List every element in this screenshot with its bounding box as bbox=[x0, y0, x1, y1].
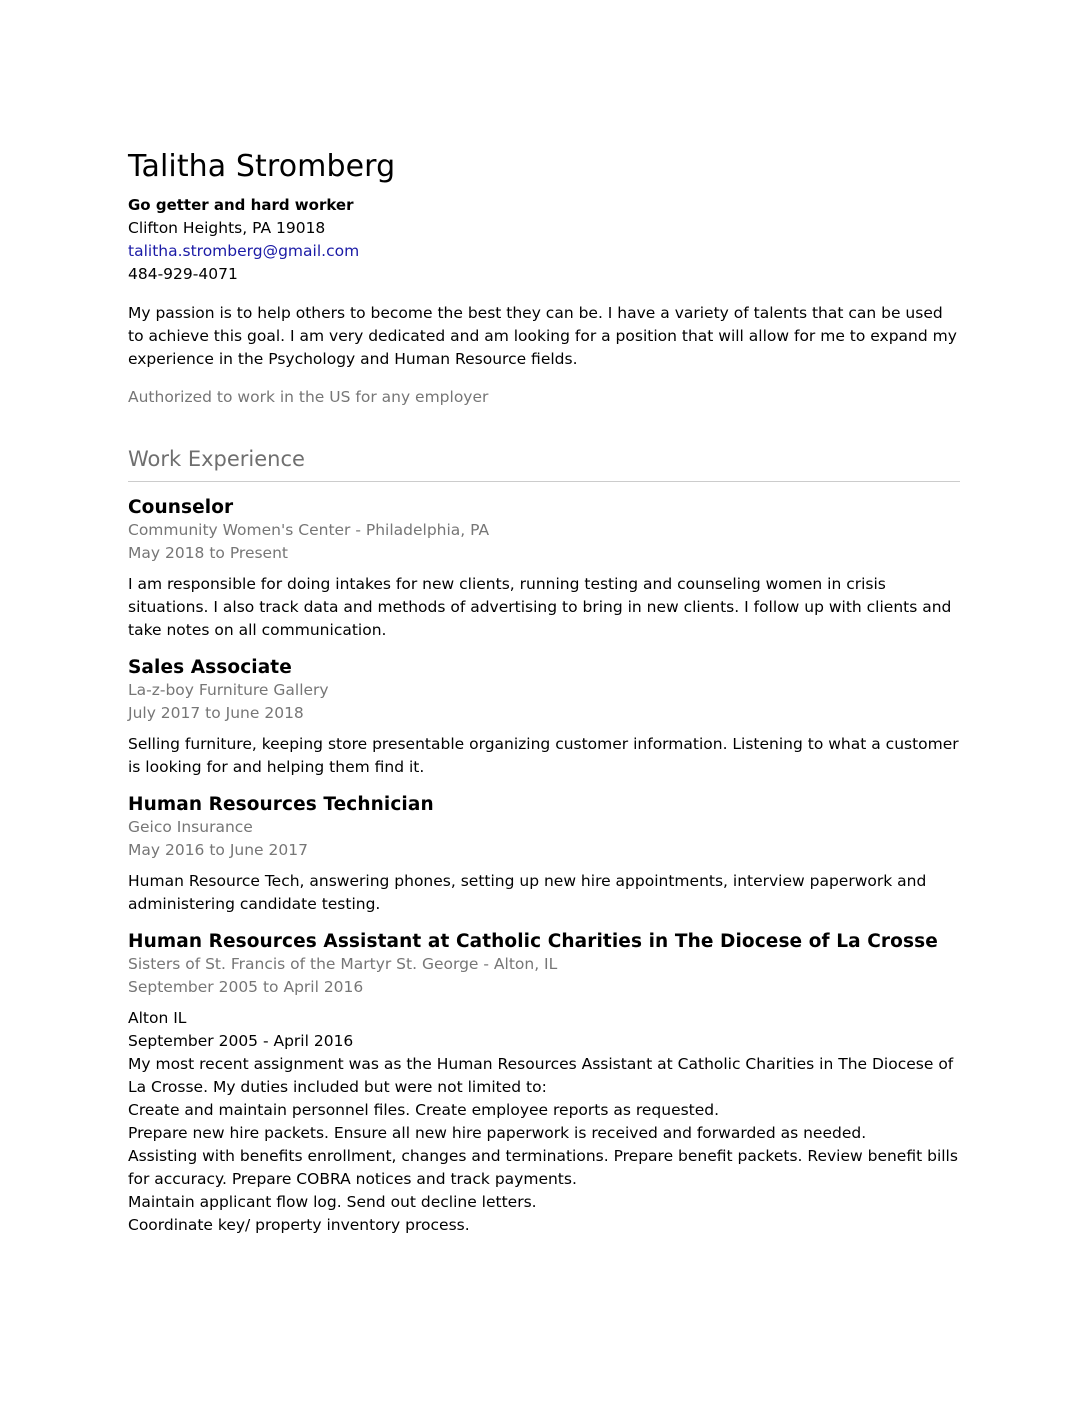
job-title: Human Resources Technician bbox=[128, 794, 434, 815]
job-company: Sisters of St. Francis of the Martyr St. George - Alton, IL bbox=[128, 955, 558, 973]
resume-page bbox=[128, 148, 960, 1237]
description-line: Assisting with benefits enrollment, changes and terminations. Prepare benefit packets. Review benefit bills for accuracy. Prepare COBRA notices and track payments. bbox=[128, 1147, 958, 1188]
description-line: Prepare new hire packets. Ensure all new hire paperwork is received and forwarded as needed. bbox=[128, 1124, 867, 1142]
job-entry bbox=[128, 656, 960, 779]
description-line: Maintain applicant flow log. Send out decline letters. bbox=[128, 1193, 537, 1211]
job-title: Sales Associate bbox=[128, 657, 292, 678]
description-line: Coordinate key/ property inventory process. bbox=[128, 1216, 470, 1234]
job-company: Community Women's Center - Philadelphia, PA bbox=[128, 521, 490, 539]
job-dates: September 2005 to April 2016 bbox=[128, 978, 364, 996]
job-entry bbox=[128, 793, 960, 916]
job-dates: July 2017 to June 2018 bbox=[128, 704, 304, 722]
job-dates: May 2018 to Present bbox=[128, 544, 288, 562]
email-link[interactable]: talitha.stromberg@gmail.com bbox=[128, 242, 360, 260]
work-authorization: Authorized to work in the US for any employer bbox=[128, 388, 489, 406]
job-entry bbox=[128, 930, 960, 1237]
job-title: Human Resources Assistant at Catholic Charities in The Diocese of La Crosse bbox=[128, 931, 938, 952]
description-line: Create and maintain personnel files. Create employee reports as requested. bbox=[128, 1101, 720, 1119]
phone: 484-929-4071 bbox=[128, 265, 238, 283]
description-line: Alton IL bbox=[128, 1009, 187, 1027]
job-title: Counselor bbox=[128, 497, 234, 518]
job-dates: May 2016 to June 2017 bbox=[128, 841, 308, 859]
location: Clifton Heights, PA 19018 bbox=[128, 219, 326, 237]
job-description: I am responsible for doing intakes for new clients, running testing and counseling women in crisis situations. I also track data and methods of advertising to bring in new clients. I follow up with clients and take notes on all communication. bbox=[128, 575, 952, 639]
job-company: Geico Insurance bbox=[128, 818, 253, 836]
summary: My passion is to help others to become the best they can be. I have a variety of talents that can be used to achieve this goal. I am very dedicated and am looking for a position that will allow for me to expand my experience in the Psychology and Human Resource fields. bbox=[128, 304, 957, 368]
description-line: My most recent assignment was as the Human Resources Assistant at Catholic Charities in The Diocese of La Crosse. My duties included but were not limited to: bbox=[128, 1055, 954, 1096]
candidate-name: Talitha Stromberg bbox=[128, 149, 396, 184]
job-description: Human Resource Tech, answering phones, setting up new hire appointments, interview paperwork and administering candidate testing. bbox=[128, 872, 927, 913]
job-entry bbox=[128, 496, 960, 642]
email-line bbox=[128, 240, 960, 263]
job-description bbox=[128, 1007, 960, 1237]
job-description: Selling furniture, keeping store presentable organizing customer information. Listening to what a customer is looking for and helping them find it. bbox=[128, 735, 959, 776]
job-company: La-z-boy Furniture Gallery bbox=[128, 681, 329, 699]
headline: Go getter and hard worker bbox=[128, 196, 354, 214]
description-line: September 2005 - April 2016 bbox=[128, 1032, 354, 1050]
section-title-work-experience: Work Experience bbox=[128, 445, 960, 482]
